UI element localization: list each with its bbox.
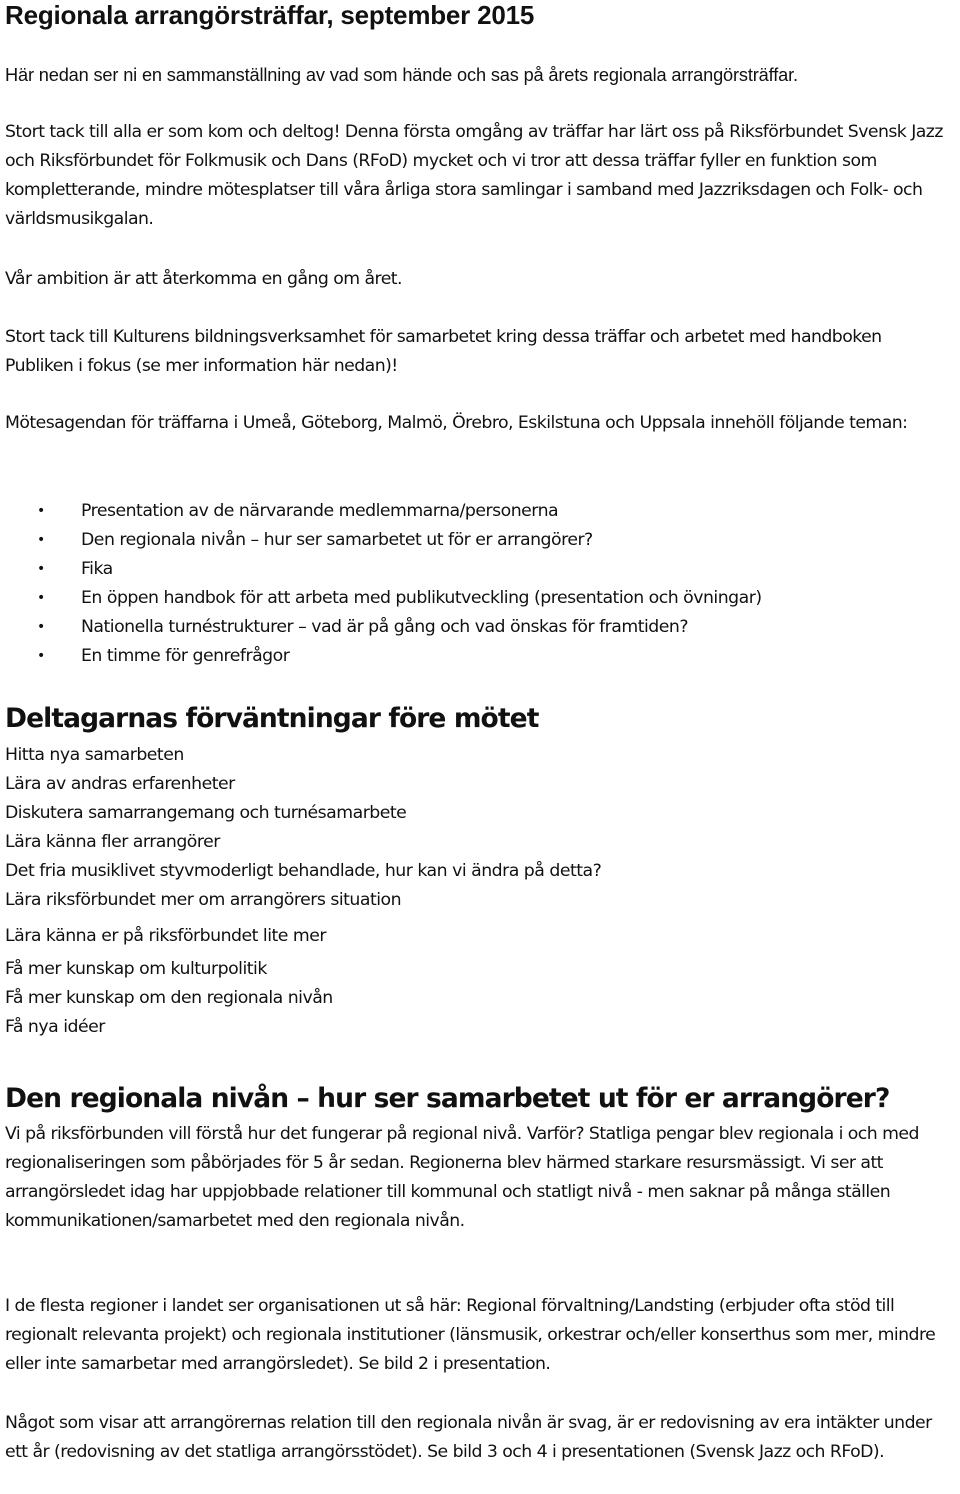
list-item: Lära känna fler arrangörer (5, 832, 220, 852)
regional-paragraph-2: I de flesta regioner i landet ser organisationen ut så här: Regional förvaltning/Landsting (erbjuder ofta stöd till regionalt relevanta projekt) och regionala institutioner (länsmusik, orkestrar och/eller konserthus som mer, mindre eller inte samarbetar med arrangörsledet). Se bild 2 i presentation. (5, 1296, 936, 1374)
agenda-intro-paragraph: Mötesagendan för träffarna i Umeå, Göteborg, Malmö, Örebro, Eskilstuna och Uppsala innehöll följande teman: (5, 413, 908, 433)
intro-paragraph: Här nedan ser ni en sammanställning av vad som hände och sas på årets regionala arrangörsträffar. (5, 65, 798, 85)
theme-item: • En timme för genrefrågor (5, 642, 762, 671)
bullet-icon: • (37, 503, 45, 519)
expectations-heading: Deltagarnas förväntningar före mötet (5, 703, 539, 734)
list-item: Få nya idéer (5, 1017, 105, 1037)
page-title: Regionala arrangörsträffar, september 2015 (5, 0, 535, 30)
themes-list (5, 497, 762, 671)
list-item: Lära känna er på riksförbundet lite mer (5, 926, 326, 946)
expectations-list (5, 741, 601, 915)
regional-paragraph-1: Vi på riksförbunden vill förstå hur det fungerar på regional nivå. Varför? Statliga pengar blev regionala i och med regionaliseringen som påbörjades för 5 år sedan. Regionerna blev härmed starkare resursmässigt. Vi ser att arrangörsledet idag har uppjobbade relationer till kommunal och statligt nivå - men saknar på många ställen kommunikationen/samarbetet med den regionala nivån. (5, 1124, 919, 1231)
theme-item: • Fika (5, 555, 762, 584)
bullet-icon: • (37, 590, 45, 606)
list-item: Lära av andras erfarenheter (5, 774, 235, 794)
regional-paragraph-3: Något som visar att arrangörernas relation till den regionala nivån är svag, är er redovisning av era intäkter under ett år (redovisning av det statliga arrangörsstödet). Se bild 3 och 4 i presentationen (Svensk Jazz och RFoD). (5, 1413, 932, 1462)
list-item: Det fria musiklivet styvmoderligt behandlade, hur kan vi ändra på detta? (5, 861, 602, 881)
ambition-paragraph: Vår ambition är att återkomma en gång om året. (5, 269, 402, 289)
bullet-icon: • (37, 648, 45, 664)
list-item: Få mer kunskap om den regionala nivån (5, 988, 333, 1008)
theme-item: • En öppen handbok för att arbeta med publikutveckling (presentation och övningar) (5, 584, 762, 613)
expectations-list-b (5, 922, 326, 951)
theme-item: • Den regionala nivån – hur ser samarbetet ut för er arrangörer? (5, 526, 762, 555)
theme-item: • Presentation av de närvarande medlemmarna/personerna (5, 497, 762, 526)
expectations-list-c (5, 955, 333, 1042)
list-item: Hitta nya samarbeten (5, 745, 184, 765)
regional-heading: Den regionala nivån – hur ser samarbetet ut för er arrangörer? (5, 1083, 890, 1114)
bullet-icon: • (37, 532, 45, 548)
list-item: Få mer kunskap om kulturpolitik (5, 959, 267, 979)
list-item: Diskutera samarrangemang och turnésamarbete (5, 803, 407, 823)
kulturens-paragraph: Stort tack till Kulturens bildningsverksamhet för samarbetet kring dessa träffar och arbetet med handboken Publiken i fokus (se mer information här nedan)! (5, 327, 882, 376)
thanks-paragraph: Stort tack till alla er som kom och deltog! Denna första omgång av träffar har lärt oss på Riksförbundet Svensk Jazz och Riksförbundet för Folkmusik och Dans (RFoD) mycket och vi tror att dessa träffar fyller en funktion som kompletterande, mindre mötesplatser till våra årliga stora samlingar i samband med Jazzriksdagen och Folk- och världsmusikgalan. (5, 122, 943, 229)
bullet-icon: • (37, 619, 45, 635)
bullet-icon: • (37, 561, 45, 577)
theme-item: • Nationella turnéstrukturer – vad är på gång och vad önskas för framtiden? (5, 613, 762, 642)
list-item: Lära riksförbundet mer om arrangörers situation (5, 890, 402, 910)
